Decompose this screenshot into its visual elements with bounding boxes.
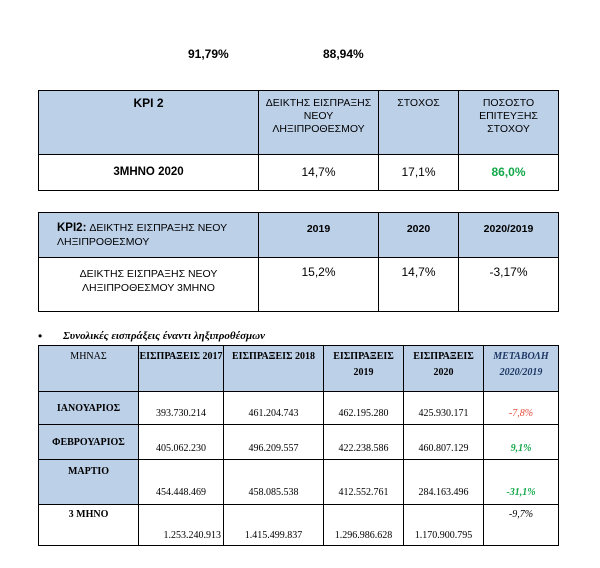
top-value-2: 88,94% (323, 47, 364, 61)
row-value-2019: 462.195.280 (324, 392, 404, 425)
kpi2-col-2019: 2019 (259, 213, 379, 258)
kpi2-data-row (39, 258, 559, 312)
kpi2-col-change: 2020/2019 (459, 213, 559, 258)
kpi1-row-achievement: 86,0% (459, 155, 559, 191)
row-value-2020: 460.807.129 (404, 425, 484, 460)
revenue-table (38, 345, 559, 546)
row-value-2018: 1.415.499.837 (224, 505, 324, 546)
kpi1-row-index: 14,7% (259, 155, 379, 191)
kpi2-title (39, 213, 259, 258)
revenue-col-change: ΜΕΤΑΒΟΛΗ 2020/2019 (484, 346, 559, 392)
revenue-col-month: ΜΗΝΑΣ (39, 346, 139, 392)
kpi1-header-row (39, 91, 559, 155)
kpi2-title-rest: ΔΕΙΚΤΗΣ ΕΙΣΠΡΑΞΗΣ ΝΕΟΥ ΛΗΞΙΠΡΟΘΕΣΜΟΥ (57, 222, 227, 248)
row-value-2019: 1.296.986.628 (324, 505, 404, 546)
kpi1-col-achievement: ΠΟΣΟΣΤΟ ΕΠΙΤΕΥΞΗΣ ΣΤΟΧΟΥ (459, 91, 559, 155)
kpi1-row-label: 3ΜΗΝΟ 2020 (39, 155, 259, 191)
bullet-text: Συνολικές εισπράξεις έναντι ληξιπροθέσμων (63, 330, 265, 342)
row-change: 9,1% (484, 425, 559, 460)
row-month: ΙΑΝΟΥΑΡΙΟΣ (39, 392, 139, 425)
row-change: -7,8% (484, 392, 559, 425)
row-value-2019: 422.238.586 (324, 425, 404, 460)
row-change: -9,7% (484, 505, 559, 546)
kpi1-col-index: ΔΕΙΚΤΗΣ ΕΙΣΠΡΑΞΗΣ ΝΕΟΥ ΛΗΞΙΠΡΟΘΕΣΜΟΥ (259, 91, 379, 155)
row-value-2020: 1.170.900.795 (404, 505, 484, 546)
row-value-2017: 405.062.230 (139, 425, 224, 460)
kpi1-table (38, 90, 559, 191)
row-value-2018: 458.085.538 (224, 460, 324, 505)
revenue-col-2019: ΕΙΣΠΡΑΞΕΙΣ 2019 (324, 346, 404, 392)
revenue-col-2020: ΕΙΣΠΡΑΞΕΙΣ 2020 (404, 346, 484, 392)
row-month: 3 ΜΗΝΟ (39, 505, 139, 546)
row-value-2017: 393.730.214 (139, 392, 224, 425)
revenue-col-2018: ΕΙΣΠΡΑΞΕΙΣ 2018 (224, 346, 324, 392)
row-month: ΦΕΒΡΟΥΑΡΙΟΣ (39, 425, 139, 460)
table-row (39, 392, 559, 425)
kpi1-col-target: ΣΤΟΧΟΣ (379, 91, 459, 155)
kpi2-row-label: ΔΕΙΚΤΗΣ ΕΙΣΠΡΑΞΗΣ ΝΕΟΥ ΛΗΞΙΠΡΟΘΕΣΜΟΥ 3ΜΗΝΟ (39, 258, 259, 312)
top-value-1: 91,79% (188, 47, 229, 61)
revenue-header-row (39, 346, 559, 392)
kpi1-data-row (39, 155, 559, 191)
kpi1-title: KPI 2 (39, 91, 259, 155)
kpi2-header-row (39, 213, 559, 258)
row-value-2018: 461.204.743 (224, 392, 324, 425)
row-value-2020: 284.163.496 (404, 460, 484, 505)
table-row (39, 460, 559, 505)
bullet-dot: • (38, 329, 43, 343)
revenue-col-2017: ΕΙΣΠΡΑΞΕΙΣ 2017 (139, 346, 224, 392)
kpi1-row-target: 17,1% (379, 155, 459, 191)
table-row (39, 425, 559, 460)
row-value-2020: 425.930.171 (404, 392, 484, 425)
kpi2-table (38, 212, 559, 312)
row-change: -31,1% (484, 460, 559, 505)
table-row (39, 505, 559, 546)
row-month: ΜΑΡΤΙΟ (39, 460, 139, 505)
row-value-2018: 496.209.557 (224, 425, 324, 460)
row-value-2019: 412.552.761 (324, 460, 404, 505)
kpi2-row-2019: 15,2% (259, 258, 379, 312)
kpi2-row-change: -3,17% (459, 258, 559, 312)
kpi2-title-bold: KPI2: (57, 222, 87, 234)
row-value-2017: 1.253.240.913 (139, 505, 224, 546)
row-value-2017: 454.448.469 (139, 460, 224, 505)
kpi2-row-2020: 14,7% (379, 258, 459, 312)
kpi2-col-2020: 2020 (379, 213, 459, 258)
